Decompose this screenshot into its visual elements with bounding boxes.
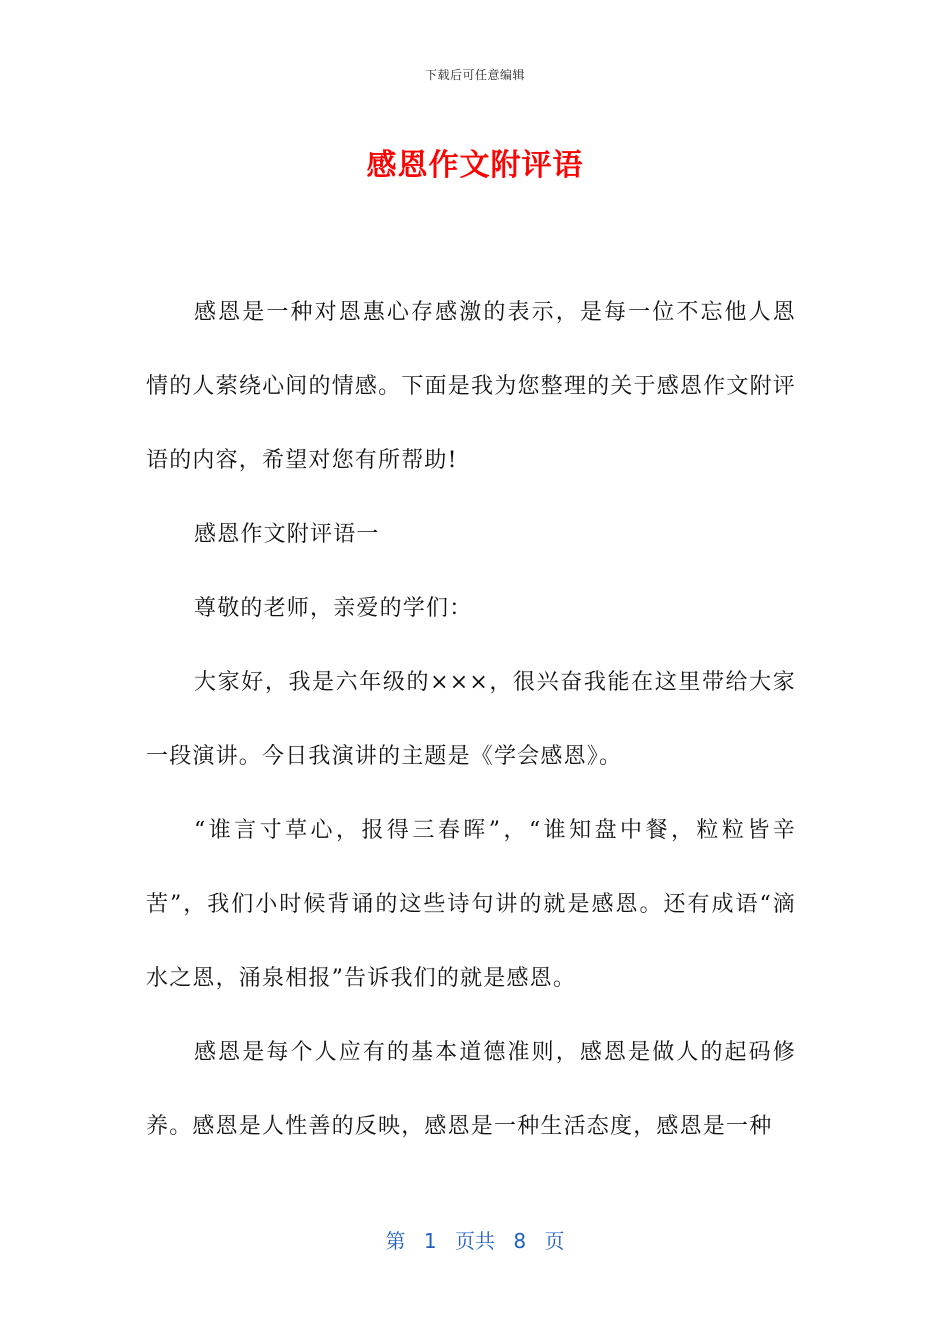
document-title: 感恩作文附评语 — [366, 148, 584, 183]
footer-middle: 页共 — [455, 1229, 495, 1253]
footer-current-page: 1 — [423, 1229, 437, 1253]
page-footer — [0, 1225, 950, 1254]
paragraph-salutation: 尊敬的老师，亲爱的学们： — [194, 596, 473, 621]
document-body — [146, 276, 796, 1164]
paragraph-poetry: “谁言寸草心，报得三春晖”，“谁知盘中餐，粒粒皆辛苦”，我们小时候背诵的这些诗句讲的就是感恩。还有成语“滴水之恩，涌泉相报”告诉我们的就是感恩。 — [146, 818, 796, 991]
paragraph-section-heading: 感恩作文附评语一 — [194, 522, 380, 547]
footer-total-pages: 8 — [513, 1229, 527, 1253]
page-header-note: 下载后可任意编辑 — [424, 68, 525, 82]
paragraph-gratitude: 感恩是每个人应有的基本道德准则，感恩是做人的起码修养。感恩是人性善的反映，感恩是一种生活态度，感恩是一种 — [146, 1040, 796, 1139]
paragraph-greeting: 大家好，我是六年级的×××，很兴奋我能在这里带给大家一段演讲。今日我演讲的主题是《学会感恩》。 — [146, 670, 796, 769]
paragraph-intro: 感恩是一种对恩惠心存感激的表示，是每一位不忘他人恩情的人萦绕心间的情感。下面是我为您整理的关于感恩作文附评语的内容，希望对您有所帮助! — [146, 300, 796, 473]
footer-prefix: 第 — [385, 1229, 406, 1253]
footer-suffix: 页 — [544, 1229, 565, 1253]
